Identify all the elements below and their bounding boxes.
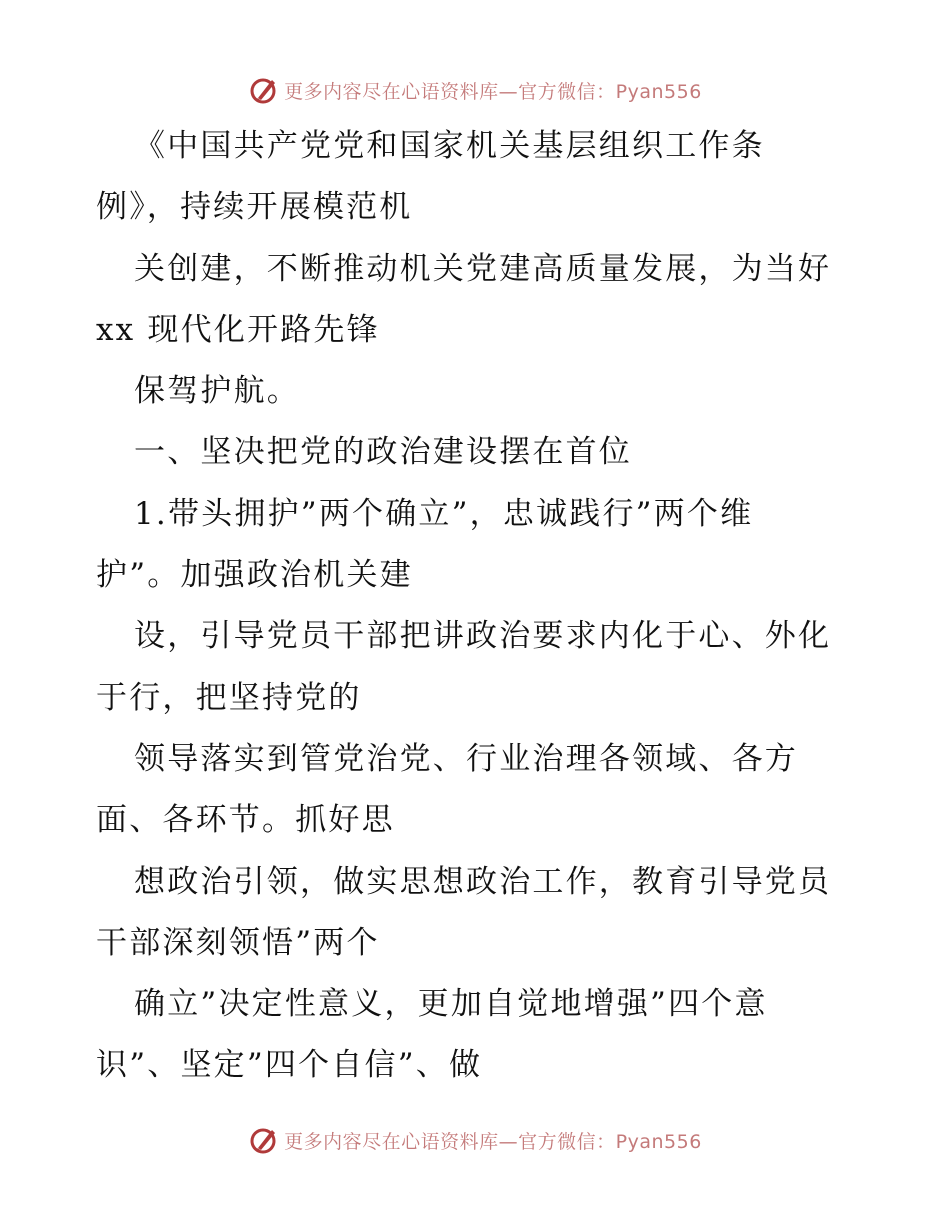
footer-watermark [0,1120,950,1160]
text-line: 设，引导党员干部把讲政治要求内化于心、外化 [134,618,832,655]
text-line: 领导落实到管党治党、行业治理各领域、各方 [134,740,798,777]
text-line: 例》，持续开展模范机 [96,189,413,226]
text-line: 一、坚决把党的政治建设摆在首位 [134,434,632,471]
text-line: 确立”决定性意义，更加自觉地增强”四个意 [134,986,768,1023]
text-line: 护”。加强政治机关建 [96,557,413,594]
quill-logo-icon [248,74,280,106]
quill-logo-icon [248,1124,280,1156]
header-watermark [0,70,950,110]
watermark-text: 更多内容尽在心语资料库—官方微信：Pyan556 [284,1130,702,1153]
text-line: 干部深刻领悟”两个 [96,924,380,961]
text-line: 面、各环节。抓好思 [96,802,395,839]
text-line: 《中国共产党党和国家机关基层组织工作条 [134,128,765,164]
text-line: xx 现代化开路先锋 [96,311,380,348]
text-line: 保驾护航。 [134,373,300,410]
document-body [96,116,866,1097]
text-line: 想政治引领，做实思想政治工作，教育引导党员 [134,863,832,900]
text-line: 于行，把坚持党的 [96,679,362,716]
text-line: 识”、坚定”四个自信”、做 [96,1047,483,1084]
watermark-text: 更多内容尽在心语资料库—官方微信：Pyan556 [284,80,702,103]
text-line: 1.带头拥护”两个确立”，忠诚践行”两个维 [134,495,754,532]
text-line: 关创建，不断推动机关党建高质量发展，为当好 [134,250,832,287]
